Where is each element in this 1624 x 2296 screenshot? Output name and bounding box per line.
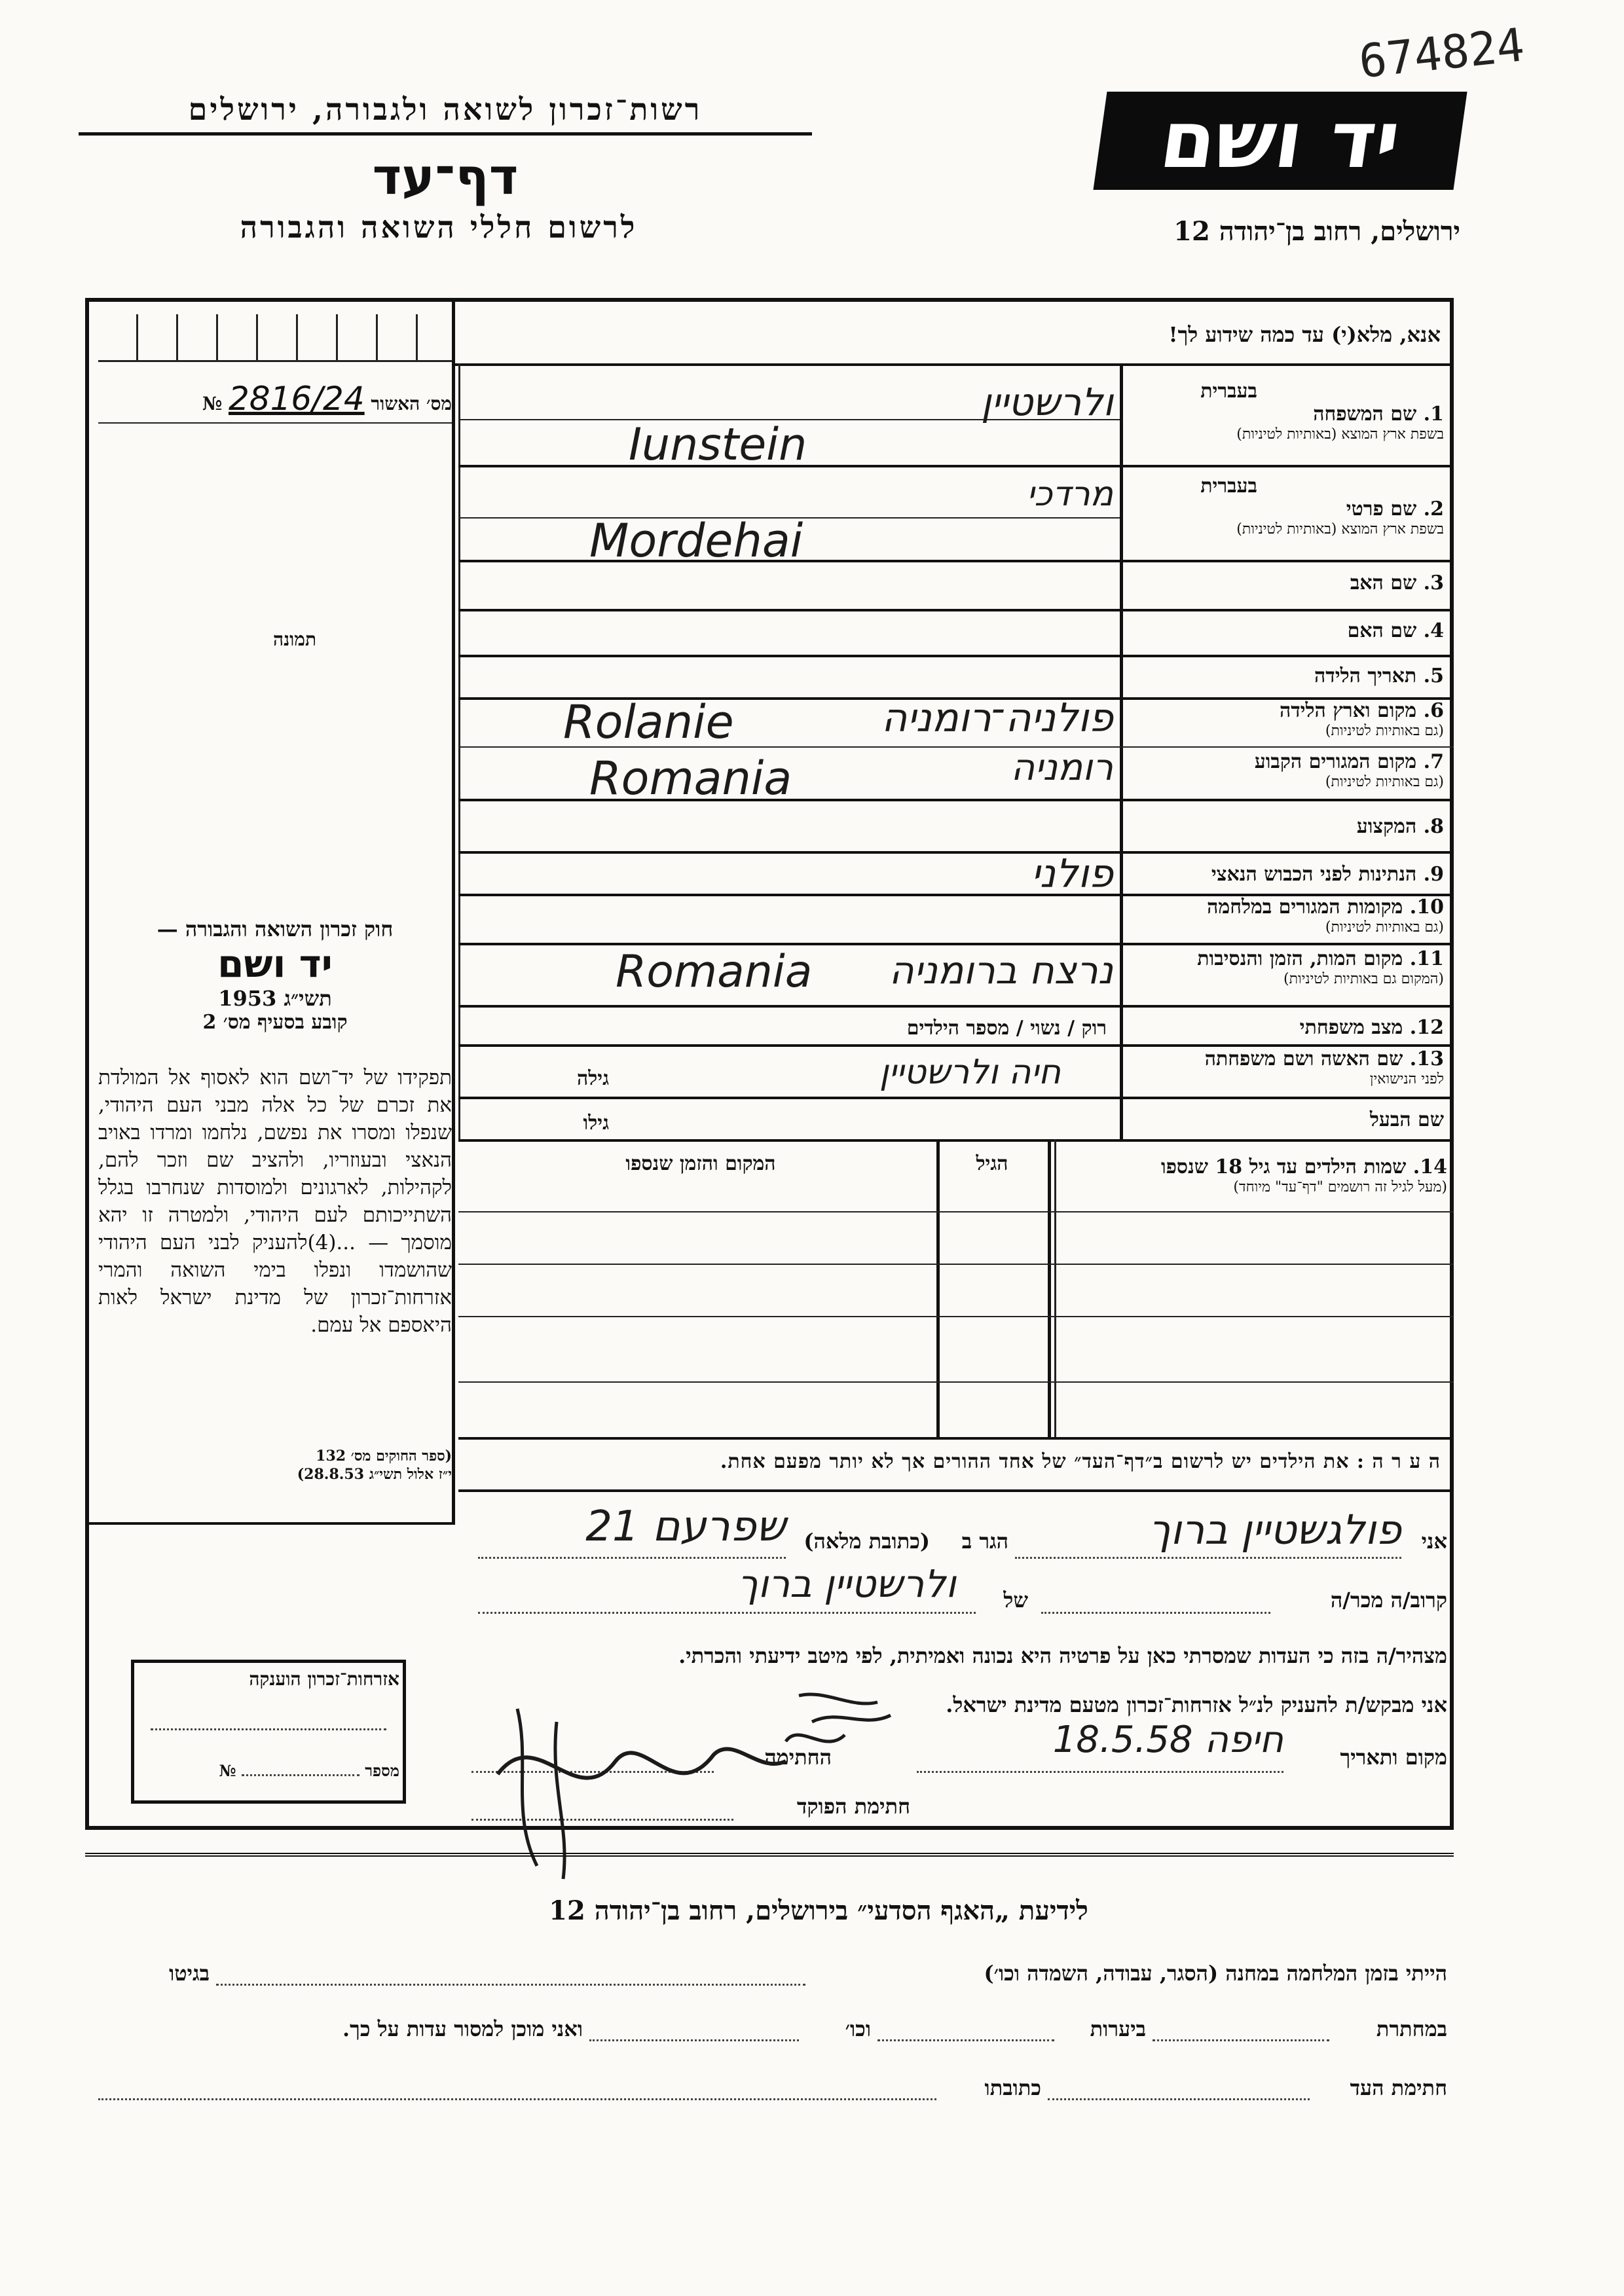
children-row-line xyxy=(458,1381,1454,1383)
law-title: חוק זכרון השואה והגבורה — xyxy=(157,917,394,941)
yad-vashem-logo: יד ושם xyxy=(1093,92,1467,190)
surname-latin-value: Iunstein xyxy=(629,419,807,471)
wife-name-value: חיה ולרשטיין xyxy=(879,1053,1061,1092)
children-row-line xyxy=(458,1316,1454,1317)
declarant-name-line xyxy=(1015,1557,1401,1559)
field-9-label: 9. הנתינות לפני הכבוש הנאצי xyxy=(1211,863,1444,886)
first-name-hebrew-value: מרדכי xyxy=(1026,475,1113,514)
value-column-edge xyxy=(458,363,460,1139)
archive-serial-number: 674824 xyxy=(1356,18,1527,89)
citizenship-title: אזרחות־זכרון הוענקה xyxy=(249,1668,399,1690)
page-title: דף־עד xyxy=(372,147,519,206)
field-13-label: 13. שם האשה ושם משפחתה לפני הנישואין xyxy=(1204,1048,1444,1087)
husband-label: שם הבעל xyxy=(1369,1108,1444,1131)
field-1-label: 1. שם המשפחה בשפת ארץ המוצא (באותיות לטיניות) xyxy=(1236,403,1444,443)
bottom-line-2b: ביערות xyxy=(1090,2016,1146,2041)
bottom-line-2a: במחתרת xyxy=(1376,2016,1447,2041)
decl-full-address-label: (כתובת מלאה) xyxy=(803,1529,930,1554)
citizenship-line xyxy=(151,1728,386,1730)
marital-options: רוק / נשוי / מספר הילדים xyxy=(906,1017,1107,1040)
law-name: יד ושם xyxy=(217,941,333,986)
surname-hebrew-value: ולרשטיין xyxy=(981,380,1113,424)
row-line xyxy=(458,465,1454,467)
page-subtitle: לרשום חללי השואה והגבורה xyxy=(240,210,638,245)
left-column-divider xyxy=(452,298,455,1522)
field-10-label: 10. מקומות המגורים במלחמה (גם באותיות לטיניות) xyxy=(1207,896,1444,936)
nationality-value: פולני xyxy=(1031,851,1113,897)
note-divider xyxy=(458,1489,1454,1492)
bottom-line-1-field xyxy=(216,1984,805,1986)
children-age-header: הגיל xyxy=(976,1152,1008,1175)
law-header xyxy=(98,917,452,1034)
bottom-line-2-field xyxy=(1153,2039,1329,2041)
declaration-statement: מצהיר/ה בזה כי העדות שמסרתי כאן על פרטיה היא נכונה ואמיתית, לפי מיטב ידיעתי והכרתי. xyxy=(678,1643,1447,1668)
approval-label: מס׳ האשור xyxy=(371,393,452,414)
row-line xyxy=(458,655,1454,657)
row-line xyxy=(458,1139,1454,1142)
field-6-label: 6. מקום וארץ הלידה (גם באותיות לטיניות) xyxy=(1279,699,1444,739)
photo-label: תמונה xyxy=(272,629,317,650)
law-body: תפקידו של יד־ושם הוא לאסוף אל המולדת את זכרם של כל אלה מבני העם היהודי, שנפלו ומסרו את נפשם, נלחמו ומרדו באויב הנאצי ובעוזריו, ולהציב שם וזכר להם, לקהילות, לארגונים ולמוסדות שנחרבו בגלל השתייכותם לעם היהודי, ולמטרה זו יהא מוסמך — ...(4)להעניק לבני העם היהודי שהושמדו ונפלו בימי השואה והמרי אזרחות־זכרון של מדינת ישראל לאות היאספם אל עמם. xyxy=(98,1066,452,1337)
bottom-line-2-field xyxy=(877,2039,1054,2041)
relative-type-line xyxy=(1041,1612,1270,1614)
children-place-header: המקום והזמן שנספו xyxy=(625,1152,776,1175)
handwritten-signatures xyxy=(458,1683,917,1892)
approval-number: 2816/24 xyxy=(228,380,365,418)
bottom-line-3-field xyxy=(98,2098,936,2100)
relative-name-value: ולרשטיין ברוך xyxy=(737,1561,956,1606)
husband-age-label: גילו xyxy=(583,1112,609,1135)
bottom-line-1b: בגיטו xyxy=(169,1961,210,1986)
children-row-line xyxy=(458,1211,1454,1212)
death-place-hebrew-value: נרצח ברומניה xyxy=(889,948,1113,993)
relative-name-line xyxy=(478,1612,976,1614)
decl-ani: אני xyxy=(1421,1529,1447,1554)
approval-number-block xyxy=(98,380,452,418)
decl-resides: הגר ב xyxy=(961,1529,1008,1554)
citizenship-request: אני מבקש/ת להעניק לנ״ל אזרחות־זכרון מטעם מדינת ישראל. xyxy=(946,1692,1447,1717)
bottom-line-2-field xyxy=(589,2039,799,2041)
wife-age-label: גילה xyxy=(576,1067,609,1090)
law-reference: (ספר החוקים מס׳ 132 י״ז אלול תשי״ג 28.8.53) xyxy=(297,1448,452,1483)
place-date-line xyxy=(917,1771,1283,1773)
organization-name: רשות־זכרון לשואה ולגבורה, ירושלים xyxy=(79,92,812,136)
bottom-title: לידיעת „האגף הסדעי״ בירושלים, רחוב בן־יהודה 12 xyxy=(549,1895,1088,1926)
children-table-bottom xyxy=(458,1437,1454,1440)
children-label: 14. שמות הילדים עד גיל 18 שנספו (מעל לגיל זה רושמים "דף־עד" מיוחד) xyxy=(1160,1156,1447,1195)
declarant-name-value: פולגשטיין ברוך xyxy=(1149,1506,1401,1554)
official-signature-label: חתימת הפוקד xyxy=(797,1794,910,1819)
residence-latin-value: Romania xyxy=(589,752,792,805)
field-12-label: 12. מצב משפחתי xyxy=(1299,1016,1444,1039)
residence-hebrew-value: רומניה xyxy=(1010,746,1113,789)
children-col-divider xyxy=(1054,1139,1056,1437)
approval-tick-boxes xyxy=(98,314,452,362)
label-column-divider xyxy=(1120,363,1123,1139)
row-line xyxy=(458,609,1454,611)
signature-label: החתימה xyxy=(764,1745,832,1770)
birthplace-latin-value: Rolanie xyxy=(563,695,734,749)
field-8-label: 8. המקצוע xyxy=(1356,815,1444,838)
row-line xyxy=(458,1005,1454,1008)
field-2-label: 2. שם פרטי בשפת ארץ המוצא (באותיות לטיניות) xyxy=(1236,498,1444,538)
approval-no-mark: № xyxy=(202,393,223,414)
hebrew-label-2: בעברית xyxy=(1200,475,1257,498)
instruction-divider xyxy=(452,363,1454,366)
instruction-text: אנא, מלא(י) עד כמה שידוע לך! xyxy=(1168,322,1441,347)
bottom-line-2d: ואני מוכן למסור עדות על כך. xyxy=(342,2016,583,2041)
children-note: ה ע ר ה : את הילדים יש לרשום ב״דף־העד״ של אחד ההורים אך לא יותר מפעם אחת. xyxy=(720,1450,1441,1473)
field-7-label: 7. מקום המגורים הקבוע (גם באותיות לטיניות) xyxy=(1254,750,1444,790)
law-fixed: קובע בסעיף מס׳ 2 xyxy=(202,1011,348,1034)
of-label: של xyxy=(1003,1588,1028,1613)
relative-label: קרוב/ה מכר/ה xyxy=(1330,1588,1447,1613)
field-5-label: 5. תאריך הלידה xyxy=(1314,665,1444,687)
row-line xyxy=(458,1097,1454,1099)
place-date-value: חיפה 18.5.58 xyxy=(1052,1719,1283,1761)
bottom-line-1a: הייתי בזמן המלחמה במחנה (הסגר, עבודה, השמדה וכו׳) xyxy=(984,1961,1447,1986)
bottom-line-3a: חתימת העד xyxy=(1350,2075,1447,2100)
bottom-line-3-field xyxy=(1048,2098,1310,2100)
bottom-line-2c: וכו׳ xyxy=(845,2016,871,2041)
citizenship-number: מספר № xyxy=(219,1761,399,1780)
bottom-section-divider xyxy=(85,1853,1454,1857)
bottom-line-3b: כתובתו xyxy=(984,2075,1041,2100)
hebrew-label-1: בעברית xyxy=(1200,380,1257,403)
field-11-label: 11. מקום המות, הזמן והנסיבות (המקום גם באותיות לטיניות) xyxy=(1197,947,1444,987)
field-3-label: 3. שם האב xyxy=(1350,572,1444,594)
children-col-divider xyxy=(1048,1139,1051,1437)
approval-divider xyxy=(98,422,452,424)
law-year: תשי״ג 1953 xyxy=(218,986,332,1011)
birthplace-hebrew-value: פולניה־רומניה xyxy=(881,695,1113,741)
row-line xyxy=(458,1044,1454,1047)
declarant-address-value: שפרעם 21 xyxy=(585,1503,786,1551)
row-line xyxy=(458,943,1454,945)
field-4-label: 4. שם האם xyxy=(1347,619,1444,642)
header-address: ירושלים, רחוב בן־יהודה 12 xyxy=(1173,216,1460,247)
death-place-latin-value: Romania xyxy=(616,946,813,998)
children-row-line xyxy=(458,1264,1454,1265)
children-col-divider xyxy=(936,1139,940,1437)
first-name-latin-value: Mordehai xyxy=(589,514,803,568)
address-line xyxy=(478,1557,786,1559)
place-date-label: מקום ותאריך xyxy=(1340,1745,1447,1770)
law-bottom-line xyxy=(85,1522,455,1525)
